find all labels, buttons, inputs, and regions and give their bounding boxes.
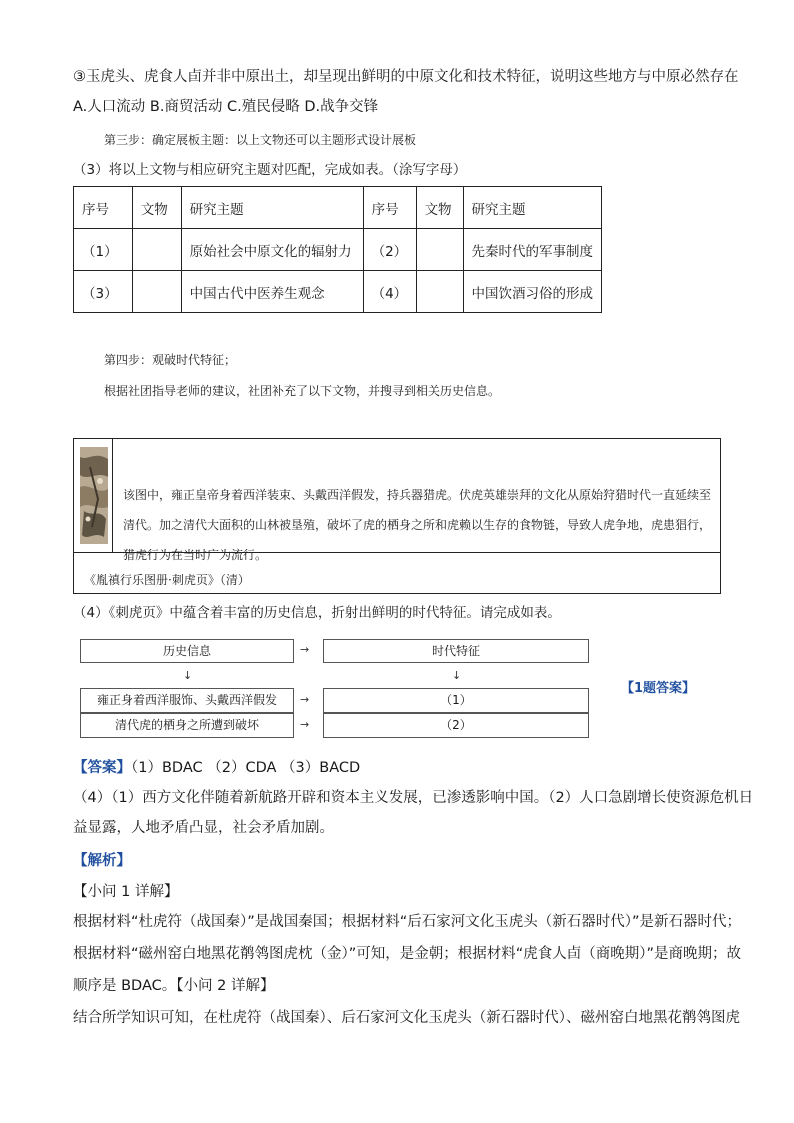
table-cell-blank[interactable]: [416, 229, 463, 271]
table-cell: （2）: [363, 229, 416, 271]
analysis-line: 根据材料“杜虎符（战国秦）”是战国秦国；根据材料“后石家河文化玉虎头（新石器时代）”是新石器时代；: [73, 914, 742, 930]
table-header: 研究主题: [463, 187, 602, 229]
answer-label: 【答案】: [73, 760, 131, 776]
step4-heading: 第四步：观破时代特征；: [104, 353, 237, 367]
table-row: [74, 271, 602, 313]
table-header: 文物: [416, 187, 463, 229]
analysis-line: [73, 976, 274, 996]
answer-link[interactable]: 【1题答案】: [621, 681, 696, 696]
flow-left-item: 清代虎的栖身之所遭到破坏: [80, 713, 294, 738]
table-cell: （1）: [74, 229, 133, 271]
flow-arrow: →: [300, 643, 310, 656]
sub-question-label: 【小问 2 详解】: [176, 978, 275, 994]
q4-prompt: （4）《刺虎页》中蕴含着丰富的历史信息，折射出鲜明的时代特征。请完成如表。: [73, 605, 561, 621]
material-divider: [112, 439, 113, 552]
table-cell-blank[interactable]: [132, 271, 181, 313]
matching-table: [73, 186, 602, 313]
table-cell-blank[interactable]: [416, 271, 463, 313]
flow-answer-blank[interactable]: （1）: [323, 688, 589, 713]
answer4-line: 益显露，人地矛盾凸显，社会矛盾加剧。: [73, 820, 334, 836]
step3-heading: 第三步：确定展板主题：以上文物还可以主题形式设计展板: [104, 133, 417, 147]
analysis-text: 顺序是 BDAC。: [73, 978, 177, 994]
table-row: [74, 229, 602, 271]
table-cell: （3）: [74, 271, 133, 313]
answer4-line: （4）（1）西方文化伴随着新航路开辟和资本主义发展，已渗透影响中国。（2）人口急剧增长使资源危机日: [73, 790, 754, 806]
table-cell: 中国饮酒习俗的形成: [463, 271, 602, 313]
q3-prompt: （3）将以上文物与相应研究主题对匹配，完成如表。（涂写字母）: [73, 162, 467, 178]
table-cell: （4）: [363, 271, 416, 313]
flow-down-arrow: ↓: [452, 669, 462, 682]
analysis-label: 【解析】: [73, 853, 131, 869]
flow-down-arrow: ↓: [183, 669, 193, 682]
flow-left-item: 雍正身着西洋服饰、头戴西洋假发: [80, 688, 294, 713]
table-cell: 原始社会中原文化的辐射力: [181, 229, 363, 271]
analysis-line: 根据材料“磁州窑白地黑花鹡鸰图虎枕（金）”可知，是金朝；根据材料“虎食人卣（商晚期）”是商晚期；故: [73, 946, 742, 962]
table-header: 序号: [74, 187, 133, 229]
table-header: 文物: [132, 187, 181, 229]
table-cell: 中国古代中医养生观念: [181, 271, 363, 313]
question-line: ③玉虎头、虎食人卣并非中原出土，却呈现出鲜明的中原文化和技术特征，说明这些地方与中原必然存在: [73, 69, 739, 85]
table-header-row: [74, 187, 602, 229]
table-cell: 先秦时代的军事制度: [463, 229, 602, 271]
material-caption: 《胤禛行乐图册·刺虎页》（清）: [84, 573, 250, 587]
table-header: 序号: [363, 187, 416, 229]
flow-answer-blank[interactable]: （2）: [323, 713, 589, 738]
tiger-hunt-painting: [80, 447, 108, 544]
flow-left-header: 历史信息: [80, 639, 294, 663]
analysis-line: 结合所学知识可知，在杜虎符（战国秦）、后石家河文化玉虎头（新石器时代）、磁州窑白地黑花鹡鸰图虎: [73, 1010, 740, 1026]
material-box: [73, 438, 721, 594]
flow-arrow: →: [300, 693, 310, 706]
table-header: 研究主题: [181, 187, 363, 229]
sub-question-label: 【小问 1 详解】: [73, 884, 179, 900]
step4-description: 根据社团指导老师的建议，社团补充了以下文物，并搜寻到相关历史信息。: [104, 384, 501, 398]
question-options: A.人口流动 B.商贸活动 C.殖民侵略 D.战争交锋: [73, 99, 379, 115]
material-text: 该图中，雍正皇帝身着西洋装束、头戴西洋假发，持兵器猎虎。伏虎英雄崇拜的文化从原始狩猎时代一直延续至清代。加之清代大面积的山林被垦殖，破坏了虎的栖身之所和虎赖以生存的食物链，导致人虎争地，虎患猖行，猎虎行为在当时广为流行。: [123, 488, 712, 562]
table-cell-blank[interactable]: [132, 229, 181, 271]
flow-arrow: →: [300, 718, 310, 731]
painting-image: [80, 447, 108, 544]
answer-block: [73, 758, 360, 778]
flow-right-header: 时代特征: [323, 639, 589, 663]
answer-text: （1）BDAC （2）CDA （3）BACD: [131, 760, 361, 776]
